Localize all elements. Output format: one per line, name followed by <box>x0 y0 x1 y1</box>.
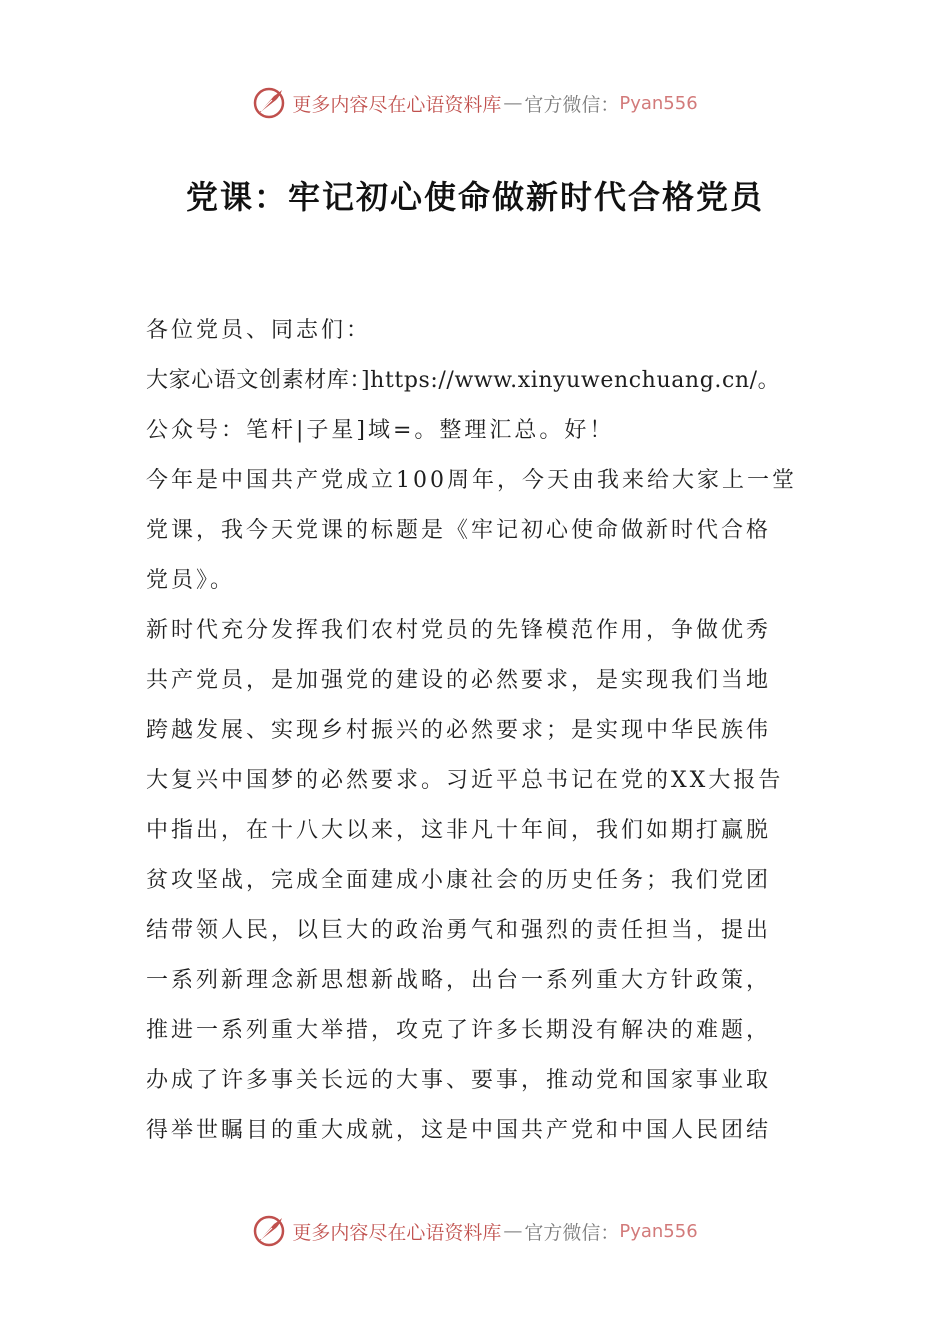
watermark-brand-text: 更多内容尽在心语资料库 <box>292 93 502 116</box>
quill-logo-icon <box>252 86 286 120</box>
watermark-dash: — <box>503 1220 523 1242</box>
body-line: 跨越发展、实现乡村振兴的必然要求；是实现中华民族伟 <box>146 718 772 743</box>
body-line: 一系列新理念新思想新战略，出台一系列重大方针政策， <box>146 968 772 993</box>
body-line: 今年是中国共产党成立100周年，今天由我来给大家上一堂 <box>146 468 797 493</box>
watermark-label: 官方微信： <box>524 93 620 116</box>
body-line: 各位党员、同志们： <box>146 318 372 343</box>
body-line: 办成了许多事关长远的大事、要事，推动党和国家事业取 <box>146 1068 772 1093</box>
body-line: 得举世瞩目的重大成就，这是中国共产党和中国人民团结 <box>146 1118 772 1143</box>
body-line: 推进一系列重大举措，攻克了许多长期没有解决的难题， <box>146 1018 772 1043</box>
body-line: 大复兴中国梦的必然要求。习近平总书记在党的XX大报告 <box>146 768 784 793</box>
footer-watermark <box>0 1211 950 1251</box>
body-line: 公众号：笔杆|子星]域=。整理汇总。好！ <box>146 418 615 443</box>
watermark-wechat-id: Pyan556 <box>619 1220 698 1242</box>
body-line: 党员》。 <box>146 568 236 593</box>
watermark-wechat-id: Pyan556 <box>619 92 698 114</box>
watermark-brand-text: 更多内容尽在心语资料库 <box>292 1221 502 1244</box>
body-line: 党课，我今天党课的标题是《牢记初心使命做新时代合格 <box>146 518 772 543</box>
body-line: 大家心语文创素材库：]https://www.xinyuwenchuang.cn/。 <box>146 368 781 393</box>
body-line: 共产党员，是加强党的建设的必然要求，是实现我们当地 <box>146 668 772 693</box>
document-body <box>146 306 810 1156</box>
body-line: 结带领人民，以巨大的政治勇气和强烈的责任担当，提出 <box>146 918 772 943</box>
body-line: 中指出，在十八大以来，这非凡十年间，我们如期打赢脱 <box>146 818 772 843</box>
document-title: 党课：牢记初心使命做新时代合格党员 <box>185 178 764 216</box>
header-watermark <box>0 83 950 123</box>
body-line: 新时代充分发挥我们农村党员的先锋模范作用，争做优秀 <box>146 618 772 643</box>
quill-logo-icon <box>252 1214 286 1248</box>
watermark-label: 官方微信： <box>524 1221 620 1244</box>
watermark-dash: — <box>503 92 523 114</box>
body-line: 贫攻坚战，完成全面建成小康社会的历史任务；我们党团 <box>146 868 772 893</box>
